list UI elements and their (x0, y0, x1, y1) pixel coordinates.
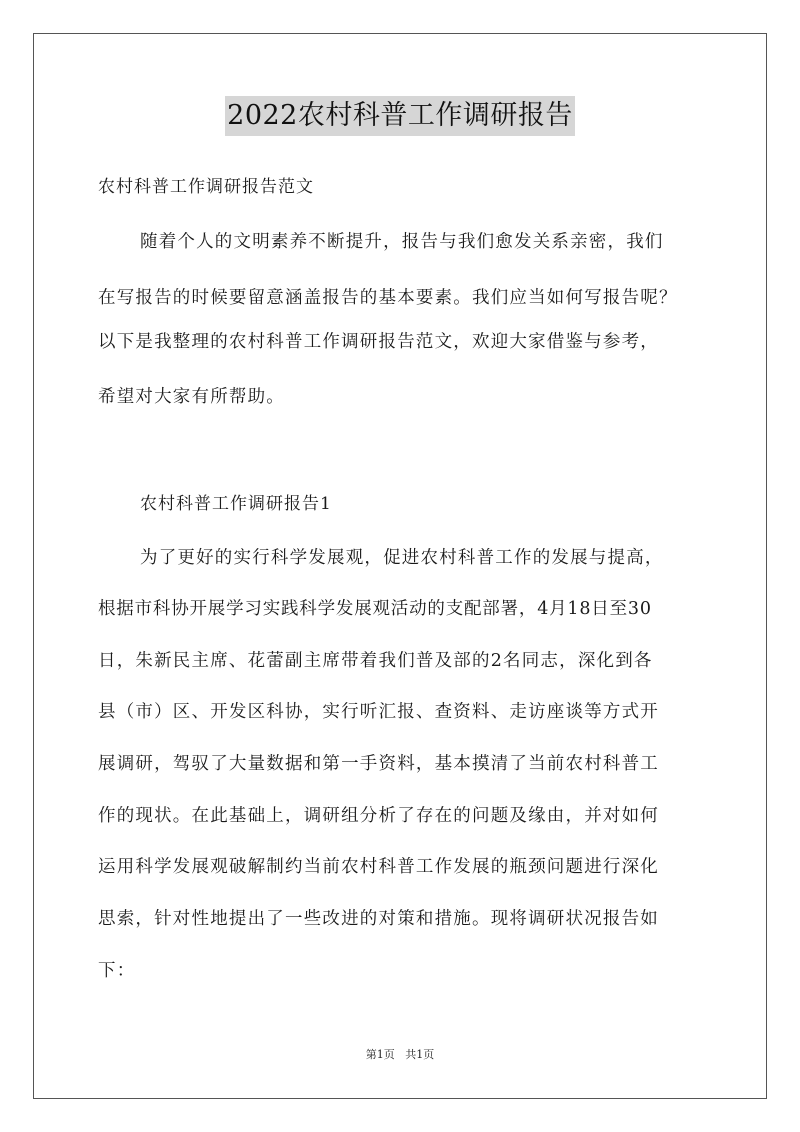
intro-line: 希望对大家有所帮助。 (98, 387, 285, 407)
body-line: 作的现状。在此基础上，调研组分析了存在的问题及缘由，并对如何 (98, 806, 659, 826)
intro-line: 以下是我整理的农村科普工作调研报告范文，欢迎大家借鉴与参考， (98, 332, 659, 352)
body-line: 为了更好的实行科学发展观，促进农村科普工作的发展与提高， (140, 548, 664, 568)
body-line: 运用科学发展观破解制约当前农村科普工作发展的瓶颈问题进行深化 (98, 857, 659, 877)
intro-line: 在写报告的时候要留意涵盖报告的基本要素。我们应当如何写报告呢？ (98, 288, 678, 308)
body-line: 日，朱新民主席、花蕾副主席带着我们普及部的2名同志，深化到各 (98, 651, 653, 671)
page-footer: 第1页 共1页 (365, 1048, 435, 1061)
document-subtitle: 农村科普工作调研报告范文 (98, 177, 314, 197)
section-heading: 农村科普工作调研报告1 (140, 494, 332, 514)
body-line: 下： (98, 961, 136, 981)
intro-line: 随着个人的文明素养不断提升，报告与我们愈发关系亲密，我们 (140, 232, 664, 252)
body-line: 思索，针对性地提出了一些改进的对策和措施。现将调研状况报告如 (98, 909, 659, 929)
body-line: 展调研，驾驭了大量数据和第一手资料，基本摸清了当前农村科普工 (98, 754, 659, 774)
document-title: 2022农村科普工作调研报告 (225, 96, 575, 136)
body-line: 根据市科协开展学习实践科学发展观活动的支配部署，4月18日至30 (98, 599, 652, 619)
title-container (0, 96, 800, 136)
body-line: 县（市）区、开发区科协，实行听汇报、查资料、走访座谈等方式开 (98, 702, 659, 722)
